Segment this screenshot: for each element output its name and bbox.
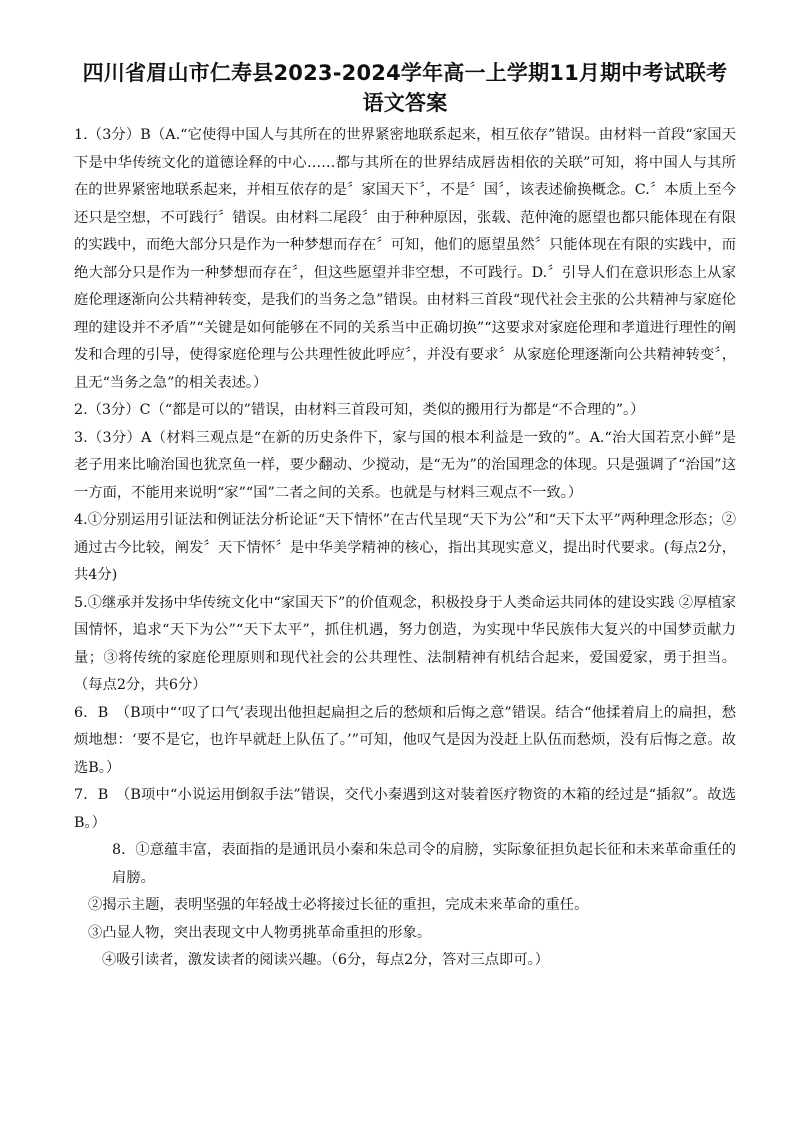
answer-q3: 3.（3分）A（材料三观点是“在新的历史条件下，家与国的根本利益是一致的”。A.“治大国若烹小鲜”是老子用来比喻治国也犹烹鱼一样，要少翻动、少搅动，是“无为”的治国理念的体现。只是强调了“治国”这一方面，不能用来说明“家”“国”二者之间的关系。也就是与材料三观点不一致。） [74, 429, 736, 501]
answer-q7: 7．B （B项中“小说运用倒叙手法”错误，交代小秦遇到这对装着医疗物资的木箱的经过是“插叙”。故选B。） [74, 787, 736, 831]
answer-q6: 6．B （B项中“‘叹了口气’表现出他担起扁担之后的愁烦和后悔之意”错误。结合“他揉着肩上的扁担，愁烦地想：‘要不是它，也许早就赶上队伍了。’”可知，他叹气是因为没赶上队伍而愁烦，没有后悔之意。故选B。） [74, 704, 736, 776]
answer-q8-point-2: ②揭示主题，表明坚强的年轻战士必将接过长征的重担，完成未来革命的重任。 [88, 897, 589, 913]
title-line-2: 语文答案 [362, 91, 448, 115]
answer-q8-point-4: ④吸引读者，激发读者的阅读兴趣。（6分，每点2分，答对三点即可。） [102, 952, 550, 968]
answer-q5: 5.①继承并发扬中华传统文化中“家国天下”的价值观念，积极投身于人类命运共同体的建设实践 ②厚植家国情怀，追求“天下为公”“天下太平”，抓住机遇，努力创造，为实现中华民族伟大复兴的中国梦贡献力量；③将传统的家庭伦理原则和现代社会的公共理性、法制精神有机结合起来，爱国爱家，勇于担当。（每点2分，共6分） [74, 594, 736, 693]
title-line-1: 四川省眉山市仁寿县2023-2024学年高一上学期11月期中考试联考 [82, 61, 728, 85]
answer-q8-point-3: ③凸显人物，突出表现文中人物勇挑革命重担的形象。 [88, 924, 432, 941]
answer-q1: 1.（3分）B（A.“它使得中国人与其所在的世界紧密地联系起来，相互依存”错误。由材料一首段“家国天下是中华传统文化的道德诠释的中心……都与其所在的世界结成唇齿相依的关联”可知，将中国人与其所在的世界紧密地联系起来，并相互依存的是〞家国天下〞，不是〞国〞，该表述偷换概念。C.〞本质上至今还只是空想，不可践行〞错误。由材料二尾段〞由于种种原因，张载、范仲淹的愿望也都只能体现在有限的实践中，而绝大部分只是作为一种梦想而存在〞可知，他们的愿望虽然〞只能体现在有限的实践中，而绝大部分只是作为一种梦想而存在〞，但这些愿望并非空想，不可践行。D.〞引导人们在意识形态上从家庭伦理逐渐向公共精神转变，是我们的当务之急”错误。由材料三首段“现代社会主张的公共精神与家庭伦理的建设并不矛盾”“关键是如何能够在不同的关系当中正确切换”“这要求对家庭伦理和孝道进行理性的阐发和合理的引导，使得家庭伦理与公共理性彼此呼应〞，并没有要求〞从家庭伦理逐渐向公共精神转变〞，且无“当务之急”的相关表述。） [74, 127, 736, 391]
answer-q4: 4.①分别运用引证法和例证法分析论证“天下情怀”在古代呈现“天下为公”和“天下太平”两种理念形态；②通过古今比较，阐发〞天下情怀〞是中华美学精神的核心，指出其现实意义，提出时代要求。(每点2分，共4分) [74, 512, 736, 583]
document-title [74, 58, 736, 118]
answer-q8: 8．①意蕴丰富，表面指的是通讯员小秦和朱总司令的肩膀，实际象征担负起长征和未来革命重任的肩膀。 [112, 842, 736, 886]
answer-q2: 2.（3分）C（“都是可以的”错误，由材料三首段可知，类似的搬用行为都是“不合理的”。） [74, 402, 645, 418]
answer-content [74, 122, 736, 975]
